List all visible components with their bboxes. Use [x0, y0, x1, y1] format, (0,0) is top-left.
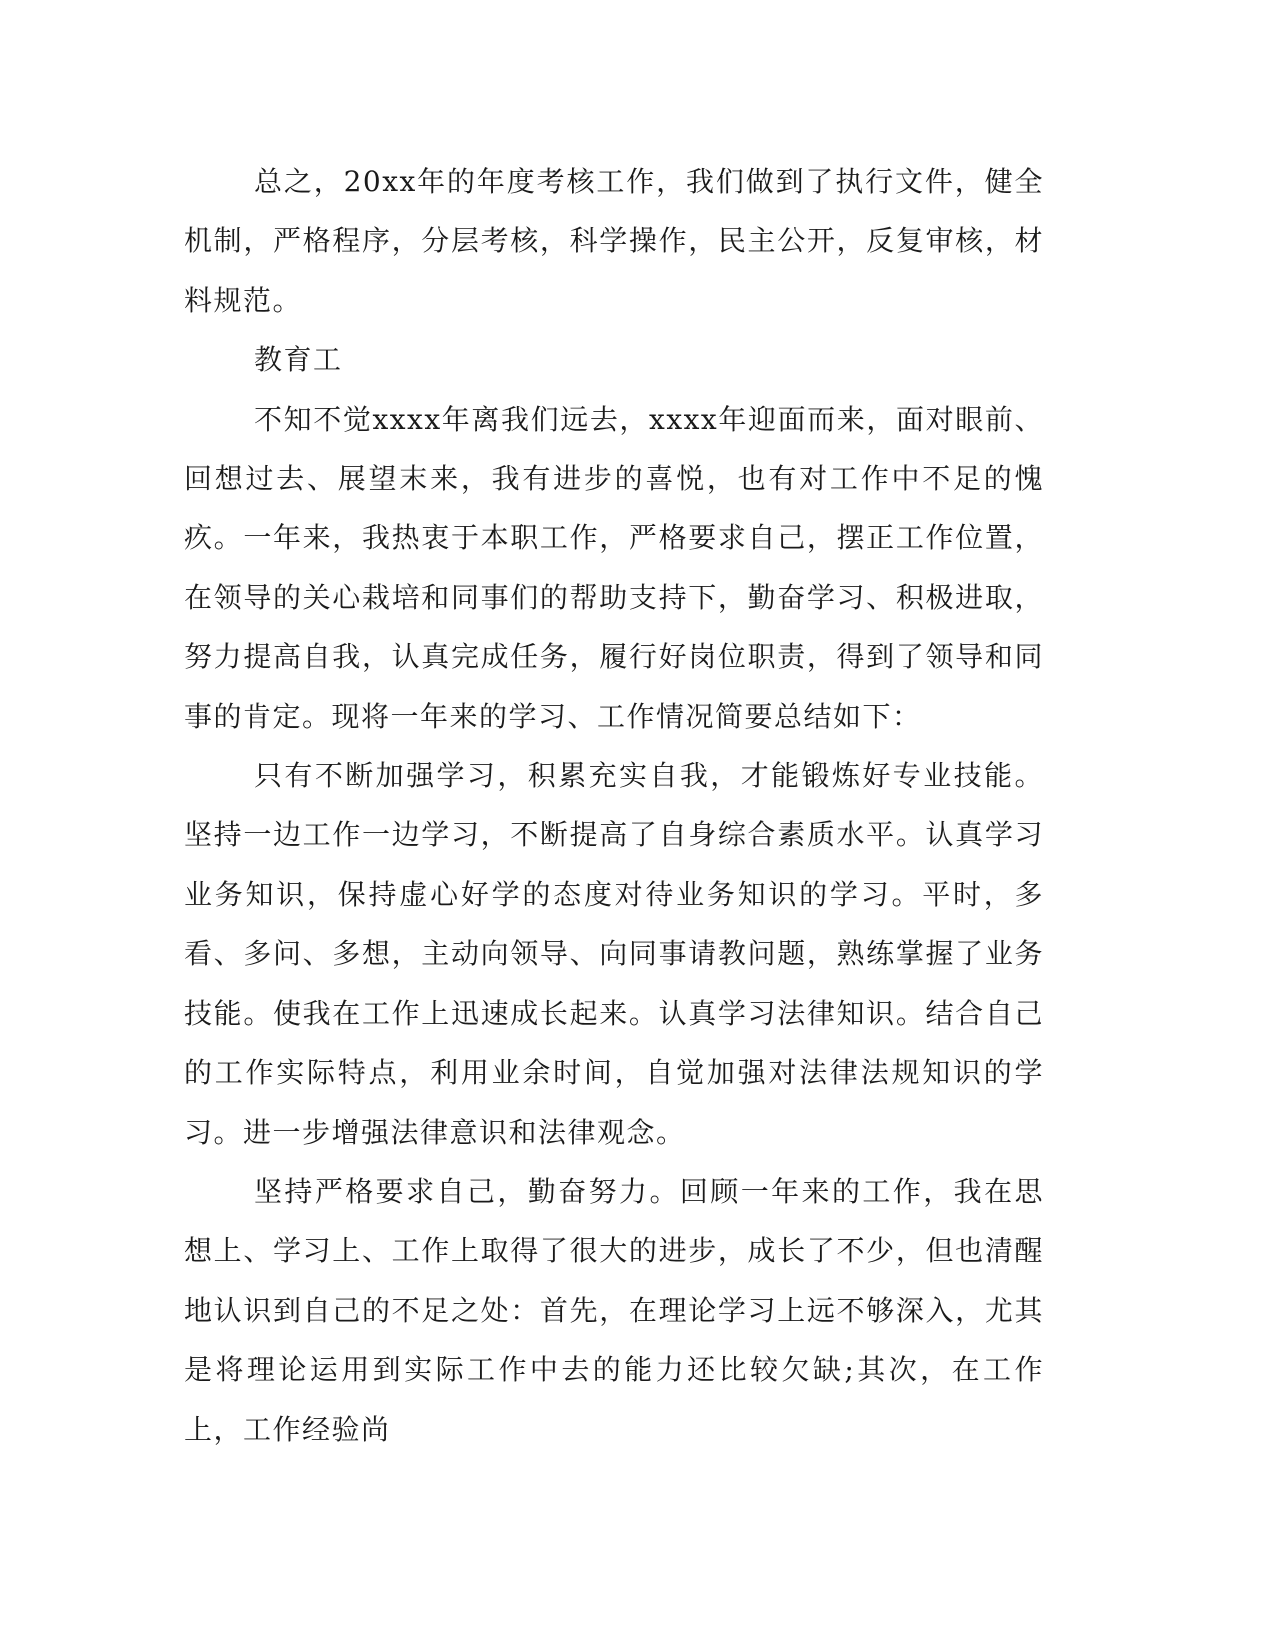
paragraph-assessment-summary: 总之，20xx年的年度考核工作，我们做到了执行文件，健全机制，严格程序，分层考核，科学操作，民主公开，反复审核，材料规范。	[184, 165, 1044, 317]
paragraph-self-discipline: 坚持严格要求自己，勤奋努力。回顾一年来的工作，我在思想上、学习上、工作上取得了很大的进步，成长了不少，但也清醒地认识到自己的不足之处：首先，在理论学习上远不够深入，尤其是将理论运用到实际工作中去的能力还比较欠缺;其次，在工作上，工作经验尚	[184, 1174, 1044, 1446]
paragraph-learning: 只有不断加强学习，积累充实自我，才能锻炼好专业技能。坚持一边工作一边学习，不断提高了自身综合素质水平。认真学习业务知识，保持虚心好学的态度对待业务知识的学习。平时，多看、多问、多想，主动向领导、向同事请教问题，熟练掌握了业务技能。使我在工作上迅速成长起来。认真学习法律知识。结合自己的工作实际特点，利用业余时间，自觉加强对法律法规知识的学习。进一步增强法律意识和法律观念。	[184, 759, 1044, 1149]
document-body	[184, 152, 1044, 1459]
paragraph-year-review: 不知不觉xxxx年离我们远去，xxxx年迎面而来，面对眼前、回想过去、展望末来，我有进步的喜悦，也有对工作中不足的愧疚。一年来，我热衷于本职工作，严格要求自己，摆正工作位置，在领导的关心栽培和同事们的帮助支持下，勤奋学习、积极进取，努力提高自我，认真完成任务，履行好岗位职责，得到了领导和同事的肯定。现将一年来的学习、工作情况简要总结如下：	[184, 402, 1044, 733]
paragraph-heading-education: 教育工	[254, 343, 343, 377]
